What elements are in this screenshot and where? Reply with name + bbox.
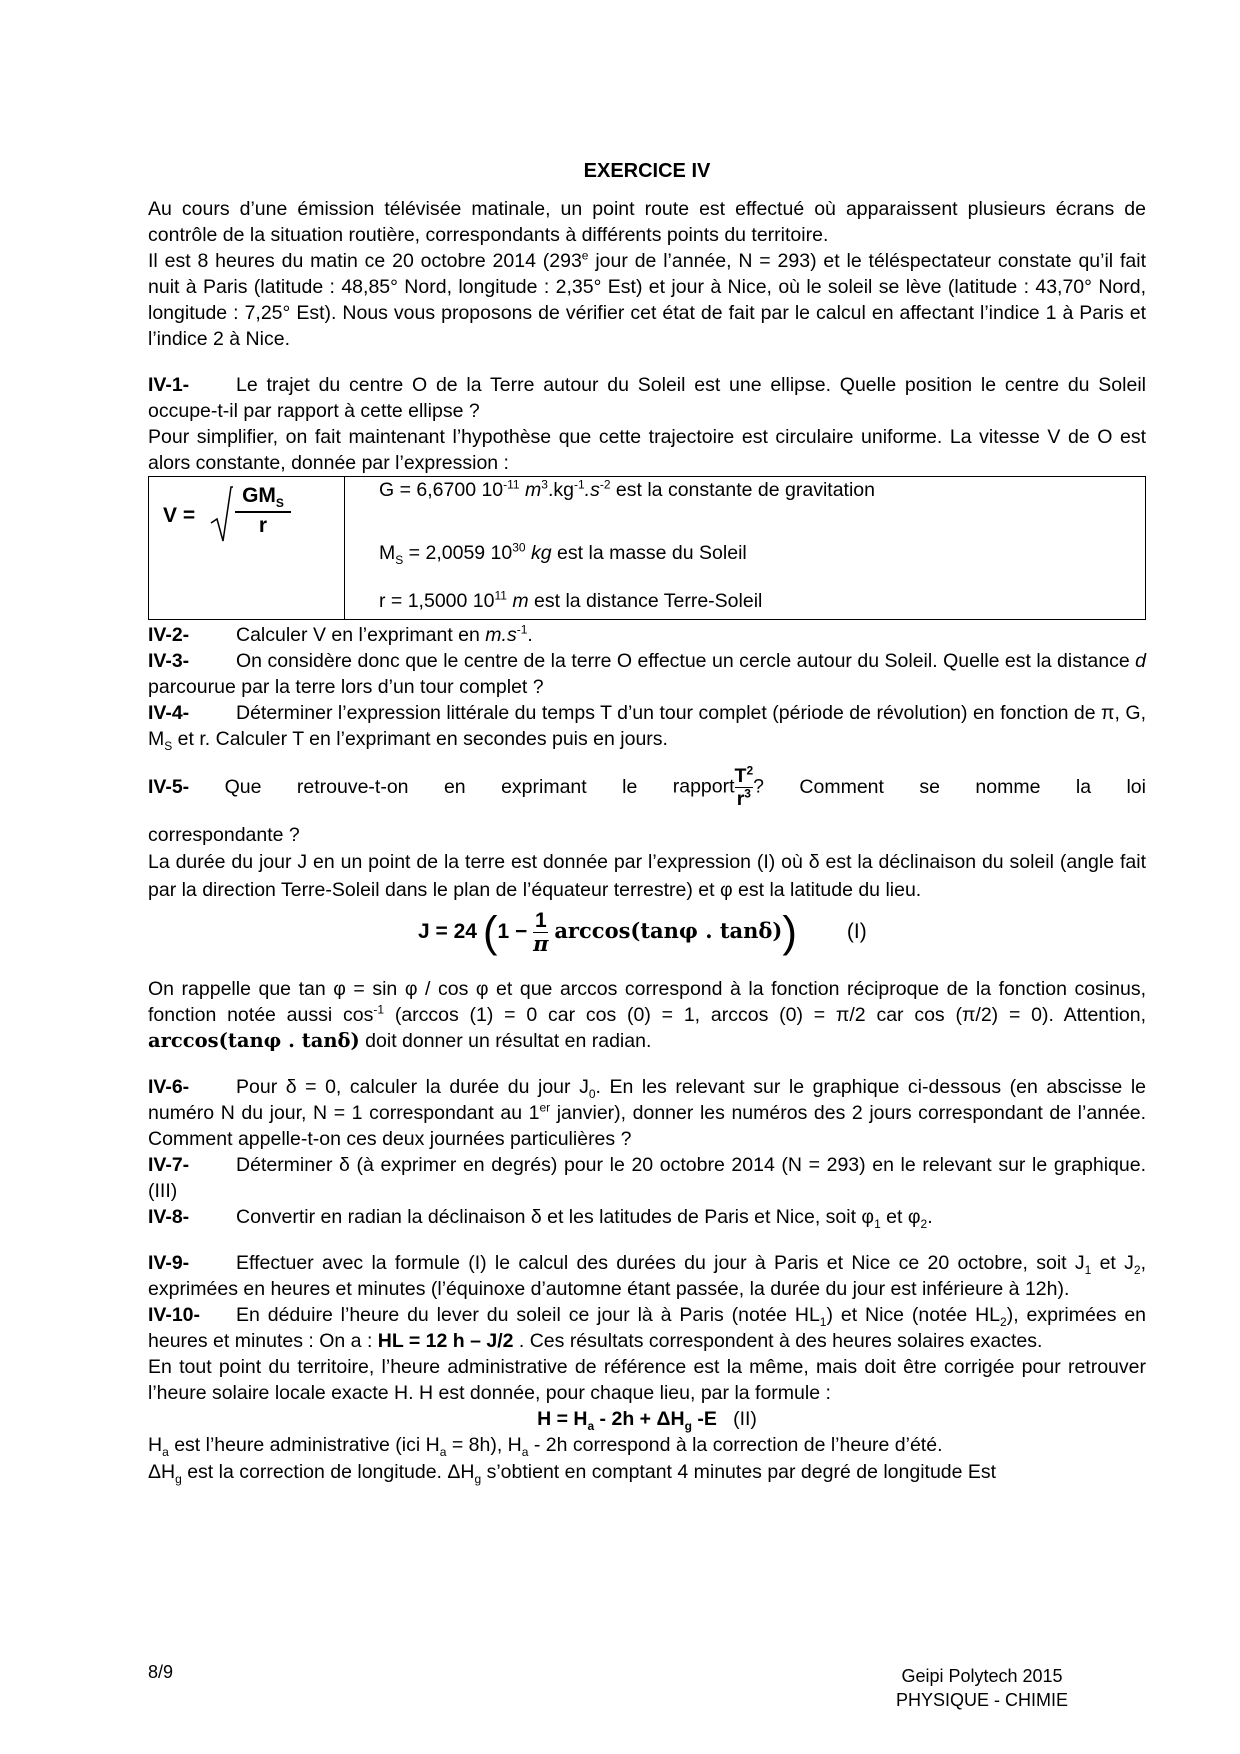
equation-ii: $H = H_a - 2h + \Delta H_g$ -E (II): [537, 1408, 757, 1433]
question-iv-1: IV-1- Le trajet du centre O de la Terre autour du Soleil est une ellipse. Quelle position le centre du Soleil occupe-t-il par rapport à cette ellipse ? Pour simplifier, on fait maintenant l’hypothèse que cette trajectoire est circulaire uniforme. La vitesse V de O est alors constante, donnée par l’expression :: [148, 374, 1146, 474]
question-iv-7: IV-7- Déterminer δ (à exprimer en degrés) pour le 20 octobre 2014 (N = 293) en le relevant sur le graphique. (III): [148, 1154, 1146, 1202]
question-iv-6: IV-6- Pour δ = 0, calculer la durée du jour $J_0$. En les relevant sur le graphique ci-dessous (en abscisse le numéro N du jour, N = 1 correspondant au 1er janvier), donner les numéros des 2 jours correspondant de l’année. Comment appelle-t-on ces deux journées particulières ?: [148, 1076, 1147, 1150]
page-number: 8/9: [148, 1662, 174, 1682]
question-iv-9: IV-9- Effectuer avec la formule (I) le calcul des durées du jour à Paris et Nice ce 20 octobre, soit $J_1$ et $J_2$, exprimées en heures et minutes (l’équinoxe d’automne étant passée, la durée du jour est inférieure à 12h).: [148, 1252, 1146, 1300]
gravitation-box: [148, 476, 1146, 620]
constant-ms: $M_S = 2,0059$ $10^{30}$ kg est la masse du Soleil: [379, 540, 747, 567]
question-iv-2: IV-2- Calculer V en l’exprimant en $m.s^{-1}$.: [148, 622, 533, 646]
rappel-paragraph: On rappelle que tan φ = sin φ / cos φ et que arccos correspond à la fonction réciproque de la fonction cosinus, fonction notée aussi $\cos^{-1} (\arccos$ (1) = 0 car cos (0) = 1, arccos (0) = π/2 car cos (π/2) = 0). Attention, arccos(tanφ . tanδ) doit donner un résultat en radian.: [148, 978, 1147, 1052]
sqrt-sign: [209, 485, 233, 545]
document-body: EXERCICE IV Au cours d’une émission télévisée matinale, un point route est effectué où apparaissent plusieurs écrans de contrôle de la situation routière, correspondants à différents points du territoire. Il est 8 heures du matin ce 20 octobre 2014 (293e jour de l’année, N = 293) et le téléspectateur constate qu’il fait nuit à Paris (latitude : 48,85° Nord, longitude : 2,35° Est) et jour à Nice, où le soleil se lève (latitude : 43,70° Nord, longitude : 7,25° Est). Nous vous proposons de vérifier cet état de fait par le calcul en affectant l’indice 1 à Paris et l’indice 2 à Nice. IV-1- Le trajet du centre O de la Terre autour du Soleil est une ellipse. Quelle position le centre du Soleil occupe-t-il par rapport à cette ellipse ? Pour simplifier, on fait maintenant l’hypothèse que cette trajectoire est circulaire uniforme. La vitesse V de O est alors constante, donnée par l’expression : V = $GM_S$ r G = 6,6700 $10^{-11}$ $m^3.kg^{-1}.s^{-2}$ est la constante de gravitation $M_S = 2,0059$ $10^{30}$ kg est la masse du Soleil r = 1,5000 $10^{11}$ m est la distance Terre-Soleil IV-2- Calculer V en l’exprimant en $m.s^{-1}$. IV-3- On considère donc que le centre de la terre O effectue un cercle autour du Soleil. Quelle est la distance d parcourue par la terre lors d’un tour complet ? IV-4- Déterminer l’expression littérale du temps T d’un tour complet (période de révolution) en fonction de π, G, $M_S$ et r. Calculer T en l’exprimant en secondes puis en jours. IV-5- Que retrouve-t-on en exprimant le rapport $\frac{T^2}{r^3}$ ? Comment se nomme la loi correspondante ? La durée du jour J en un point de la terre est donnée par l’expression (I) où δ est la déclinaison du soleil (angle fait par la direction Terre-Soleil dans le plan de l’équateur terrestre) et φ est la latitude du lieu. J = 24 (1 − $\frac{1}{\pi}$ arccos(tanφ . tanδ)) (I) On rappelle que tan φ = sin φ / cos φ et que arccos correspond à la fonction réciproque de la fonction cosinus, fonction notée aussi $\cos^{-1} (\arccos$ (1) = 0 car cos (0) = 1, arccos (0) = π/2 car cos (π/2) = 0). Attention, arccos(tanφ . tanδ) doit donner un résultat en radian. IV-6- Pour δ = 0, calculer la durée du jour $J_0$. En les relevant sur le graphique ci-dessous (en abscisse le numéro N du jour, N = 1 correspondant au 1er janvier), donner les numéros des 2 jours correspondant de l’année. Comment appelle-t-on ces deux journées particulières ? IV-7- Déterminer δ (à exprimer en degrés) pour le 20 octobre 2014 (N = 293) en le relevant sur le graphique. (III) IV-8- Convertir en radian la déclinaison δ et les latitudes de Paris et Nice, soit $\varphi_1$ et $\varphi_2$. IV-9- Effectuer avec la formule (I) le calcul des durées du jour à Paris et Nice ce 20 octobre, soit $J_1$ et $J_2$, exprimées en heures et minutes (l’équinoxe d’automne étant passée, la durée du jour est inférieure à 12h). IV-10- En déduire l’heure du lever du soleil ce jour là à Paris (notée $HL_1$) et Nice (notée $HL_2$), exprimées en heures et minutes : On a : HL = 12 h – J/2 . Ces résultats correspondent à des heures solaires exactes. En tout point du territoire, l’heure administrative de référence est la même, mais doit être corrigée pour retrouver l’heure solaire locale exacte H. H est donnée, pour chaque lieu, par la formule : $H = H_a - 2h + \Delta H_g$ -E (II) $H_a$ est l’heure administrative (ici $H_a = 8h$), $H_a - 2h$ correspond à la correction de l’heure d’été. $\Delta H_g$ est la correction de longitude. $\Delta H_g$ s’obtient en comptant 4 minutes par degré de longitude Est: [148, 160, 1147, 1486]
question-iv-4: IV-4- Déterminer l’expression littérale du temps T d’un tour complet (période de révolution) en fonction de π, G, $M_S$ et r. Calculer T en l’exprimant en secondes puis en jours.: [148, 702, 1146, 753]
equation-i: J = 24 (1 − $\frac{1}{\pi}$ arccos(tanφ . tanδ)) (I): [418, 907, 867, 957]
intro-paragraph: Au cours d’une émission télévisée matinale, un point route est effectué où apparaissent plusieurs écrans de contrôle de la situation routière, correspondants à différents points du territoire. Il est 8 heures du matin ce 20 octobre 2014 (293e jour de l’année, N = 293) et le téléspectateur constate qu’il fait nuit à Paris (latitude : 48,85° Nord, longitude : 2,35° Est) et jour à Nice, où le soleil se lève (latitude : 43,70° Nord, longitude : 7,25° Est). Nous vous proposons de vérifier cet état de fait par le calcul en affectant l’indice 1 à Paris et l’indice 2 à Nice.: [148, 198, 1146, 350]
question-label: IV-1-: [148, 374, 190, 396]
question-iv-3: IV-3- On considère donc que le centre de la terre O effectue un cercle autour du Soleil. Quelle est la distance d parcourue par la terre lors d’un tour complet ?: [148, 650, 1146, 698]
question-iv-10: IV-10- En déduire l’heure du lever du soleil ce jour là à Paris (notée $HL_1$) et Nice (notée $HL_2$), exprimées en heures et minutes : On a : HL = 12 h – J/2 . Ces résultats correspondent à des heures solaires exactes.: [148, 1304, 1147, 1352]
constants-list: [345, 477, 1145, 619]
ratio-t2-r3: $\frac{T^2}{r^3}$: [734, 763, 754, 810]
question-iv-5: IV-5- Que retrouve-t-on en exprimant le rapport $\frac{T^2}{r^3}$ ? Comment se nomme la loi: [148, 763, 1146, 810]
constant-g: G = 6,6700 $10^{-11}$ $m^3.kg^{-1}.s^{-2}$ est la constante de gravitation: [379, 477, 875, 501]
admin-paragraph: En tout point du territoire, l’heure administrative de référence est la même, mais doit être corrigée pour retrouver l’heure solaire locale exacte H. H est donnée, pour chaque lieu, par la formule :: [148, 1356, 1146, 1404]
question-iv-8: IV-8- Convertir en radian la déclinaison δ et les latitudes de Paris et Nice, soit $\varphi_1$ et $\varphi_2$.: [148, 1206, 933, 1231]
dhg-definition: $\Delta H_g$ est la correction de longitude. $\Delta H_g$ s’obtient en comptant 4 minutes par degré de longitude Est: [148, 1461, 997, 1486]
ha-definition: $H_a$ est l’heure administrative (ici $H_a = 8h$), $H_a - 2h$ correspond à la correction de l’heure d’été.: [148, 1434, 943, 1459]
footer-info: Geipi Polytech 2015 PHYSIQUE - CHIMIE: [896, 1666, 1069, 1710]
velocity-formula: V = $GM_S$ r: [149, 477, 345, 619]
exercise-title: EXERCICE IV: [583, 160, 711, 182]
day-length-intro: La durée du jour J en un point de la terre est donnée par l’expression (I) où δ est la déclinaison du soleil (angle fait par la direction Terre-Soleil dans le plan de l’équateur terrestre) et φ est la latitude du lieu.: [148, 851, 1146, 901]
constant-r: r = 1,5000 $10^{11}$ m est la distance Terre-Soleil: [379, 588, 763, 612]
